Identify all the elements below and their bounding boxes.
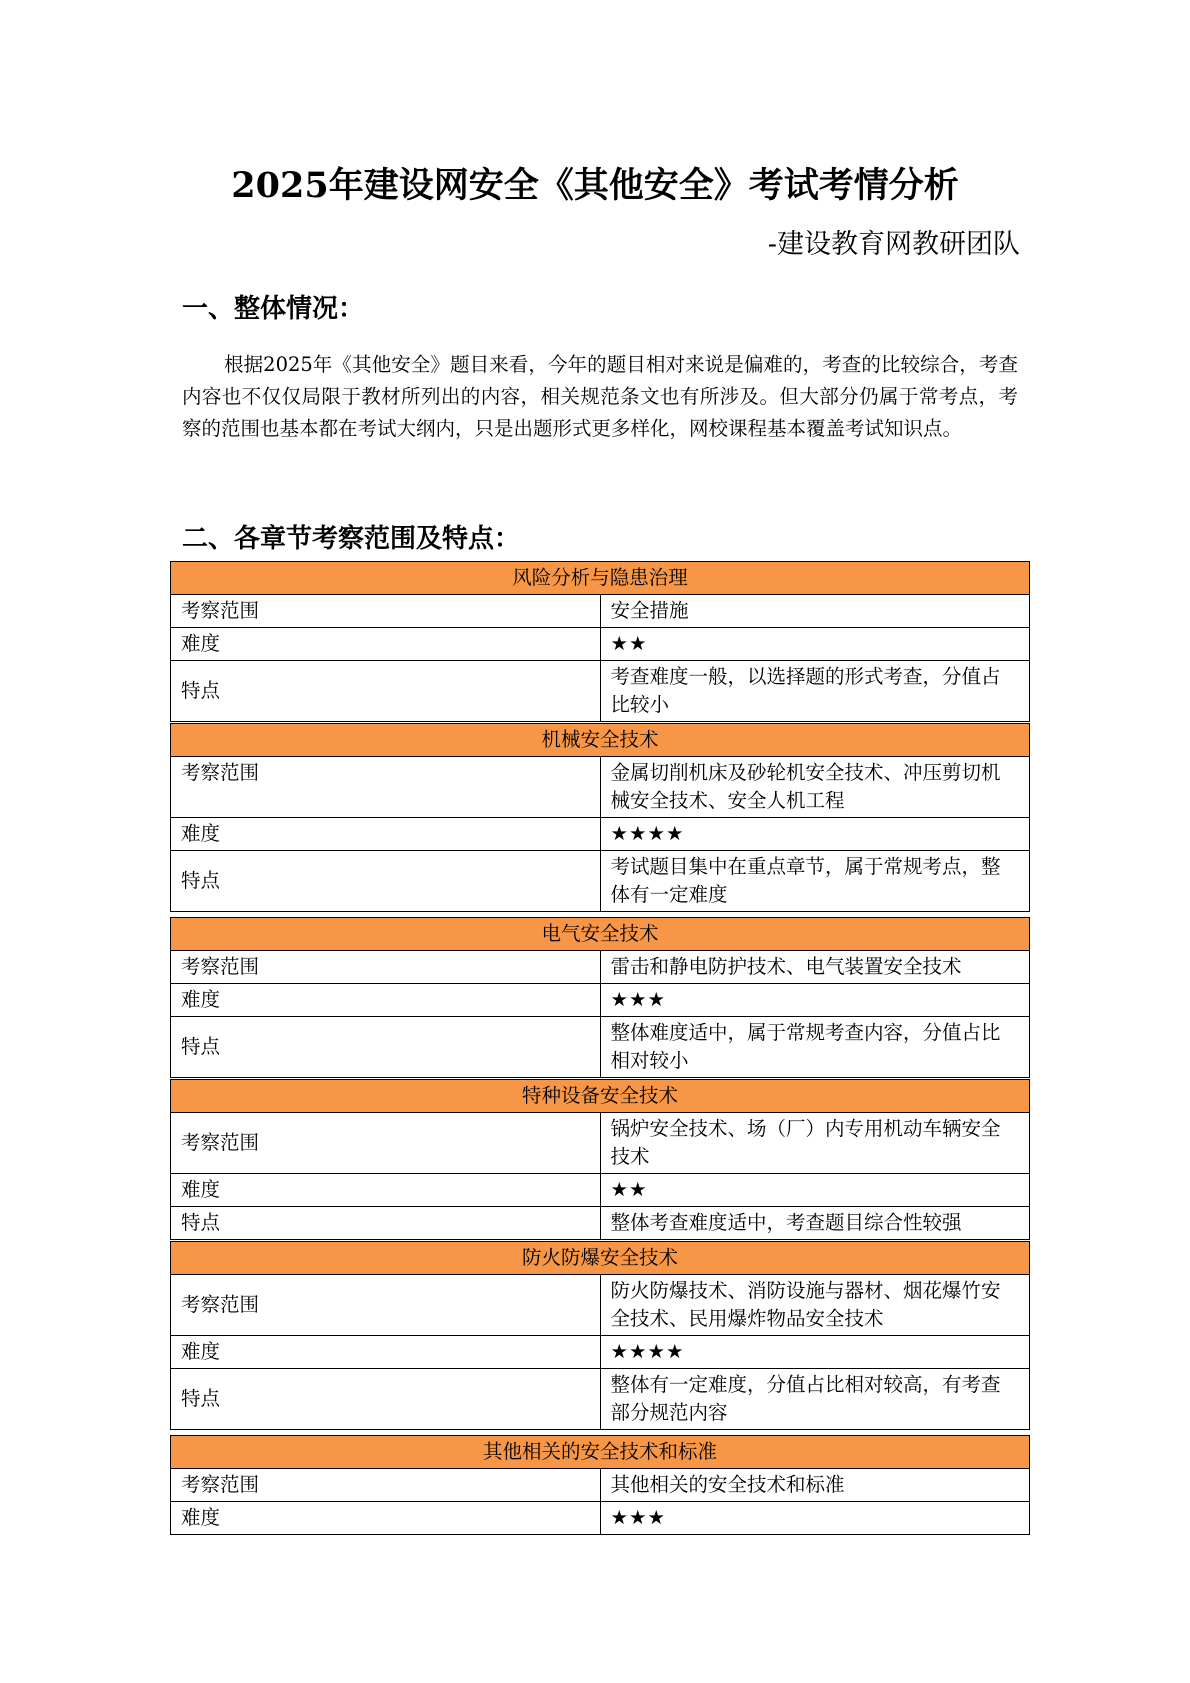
difficulty-label: 难度 xyxy=(171,818,601,851)
scope-label: 考察范围 xyxy=(171,951,601,984)
scope-label: 考察范围 xyxy=(171,1469,601,1502)
features-label: 特点 xyxy=(171,851,601,912)
scope-value: 防火防爆技术、消防设施与器材、烟花爆竹安全技术、民用爆炸物品安全技术 xyxy=(600,1275,1030,1336)
features-label: 特点 xyxy=(171,1369,601,1430)
chapter-table xyxy=(170,1079,1030,1240)
scope-value: 其他相关的安全技术和标准 xyxy=(600,1469,1030,1502)
features-value: 考查难度一般，以选择题的形式考查，分值占比较小 xyxy=(600,661,1030,722)
section-heading-overall: 一、整体情况： xyxy=(182,294,365,324)
difficulty-label: 难度 xyxy=(171,628,601,661)
features-value: 整体考查难度适中，考查题目综合性较强 xyxy=(600,1207,1030,1240)
scope-label: 考察范围 xyxy=(171,595,601,628)
features-value: 考试题目集中在重点章节，属于常规考点，整体有一定难度 xyxy=(600,851,1030,912)
section-heading-chapters: 二、各章节考察范围及特点： xyxy=(182,524,521,554)
difficulty-stars: ★★★ xyxy=(600,1502,1030,1535)
chapter-table xyxy=(170,1241,1030,1430)
scope-value: 金属切削机床及砂轮机安全技术、冲压剪切机械安全技术、安全人机工程 xyxy=(600,757,1030,818)
features-value: 整体有一定难度，分值占比相对较高，有考查部分规范内容 xyxy=(600,1369,1030,1430)
chapter-title: 电气安全技术 xyxy=(171,918,1030,951)
features-value: 整体难度适中，属于常规考查内容，分值占比相对较小 xyxy=(600,1017,1030,1078)
chapter-table xyxy=(170,723,1030,912)
difficulty-stars: ★★★★ xyxy=(600,1336,1030,1369)
features-label: 特点 xyxy=(171,1017,601,1078)
difficulty-stars: ★★★ xyxy=(600,984,1030,1017)
difficulty-label: 难度 xyxy=(171,1174,601,1207)
overall-paragraph: 根据2025年《其他安全》题目来看，今年的题目相对来说是偏难的，考查的比较综合，考查内容也不仅仅局限于教材所列出的内容，相关规范条文也有所涉及。但大部分仍属于常考点，考察的范围也基本都在考试大纲内，只是出题形式更多样化，网校课程基本覆盖考试知识点。 xyxy=(182,353,1018,440)
difficulty-label: 难度 xyxy=(171,1502,601,1535)
chapter-title: 特种设备安全技术 xyxy=(171,1080,1030,1113)
scope-value: 雷击和静电防护技术、电气装置安全技术 xyxy=(600,951,1030,984)
chapter-title: 防火防爆安全技术 xyxy=(171,1242,1030,1275)
difficulty-stars: ★★ xyxy=(600,1174,1030,1207)
difficulty-stars: ★★ xyxy=(600,628,1030,661)
author-line: -建设教育网教研团队 xyxy=(767,229,1020,260)
chapter-table xyxy=(170,1435,1030,1535)
chapter-title: 风险分析与隐患治理 xyxy=(171,562,1030,595)
scope-label: 考察范围 xyxy=(171,1275,601,1336)
chapter-title: 其他相关的安全技术和标准 xyxy=(171,1436,1030,1469)
difficulty-stars: ★★★★ xyxy=(600,818,1030,851)
chapter-title: 机械安全技术 xyxy=(171,724,1030,757)
difficulty-label: 难度 xyxy=(171,984,601,1017)
features-label: 特点 xyxy=(171,1207,601,1240)
scope-value: 锅炉安全技术、场（厂）内专用机动车辆安全技术 xyxy=(600,1113,1030,1174)
chapter-table xyxy=(170,917,1030,1078)
features-label: 特点 xyxy=(171,661,601,722)
scope-label: 考察范围 xyxy=(171,757,601,818)
difficulty-label: 难度 xyxy=(171,1336,601,1369)
scope-label: 考察范围 xyxy=(171,1113,601,1174)
chapter-table xyxy=(170,561,1030,722)
scope-value: 安全措施 xyxy=(600,595,1030,628)
document-title: 2025年建设网安全《其他安全》考试考情分析 xyxy=(231,165,959,206)
